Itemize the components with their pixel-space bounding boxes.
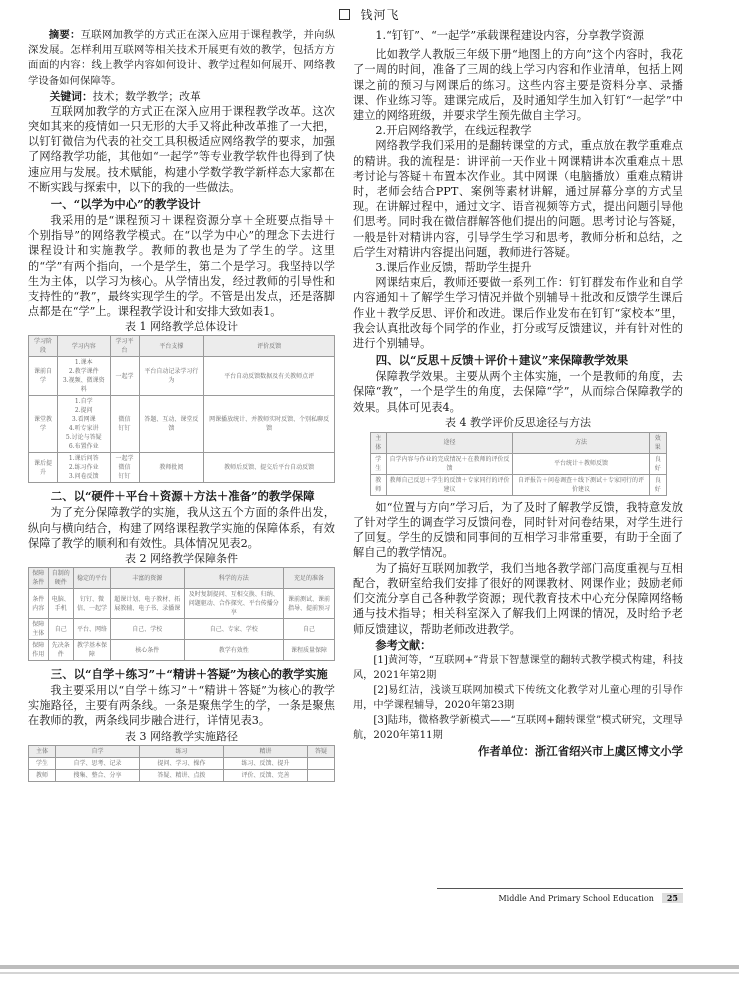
- table-1-cell: 1.自学 2.提问 3.看网课 4.听专家讲 5.讨论与答疑 6.布置作业: [57, 396, 110, 453]
- section-1-paragraph: 我采用的是“课程预习＋课程资源分享＋全班要点指导＋个别指导”的网络教学模式。在“以学为中心”的理念下去进行课程设计和实施教学。教师的教也是为了学生的学。这里的“学”有两个指向，一个是学生，第二个是学习。我坚持以学生为主体，以学习为核心。从学情出发，经过教师的引导性和支持性的“教”，最终实现学生的学。不管是出发点，还是落脚点都是在“学”上。课程教学设计和安排大致如表1。: [28, 214, 335, 319]
- table-3-cell: 教师: [29, 769, 56, 781]
- table-3-header-cell: 练习: [139, 745, 223, 757]
- table-1-cell: 微信 钉钉: [110, 396, 139, 453]
- table-2-cell: 教学基本保障: [74, 640, 111, 661]
- table-1-header-cell: 平台支撑: [139, 336, 204, 357]
- keywords-label: 关键词：: [49, 89, 93, 103]
- table-4-header-cell: 主体: [370, 432, 386, 453]
- table-4: [370, 432, 667, 496]
- reference-item-3: [3]陆玮，微格教学新模式——“互联网+翻转课堂”模式研究，文理导航，2020年第11期: [353, 714, 683, 741]
- table-3-header-cell: 答疑: [308, 745, 335, 757]
- subsection-3-title: 3.课后作业反馈，帮助学生提升: [375, 261, 532, 275]
- table-1-cell: 网课播放统计、并教师实时反馈、个别私聊反馈: [204, 396, 335, 453]
- table-row: [29, 453, 335, 483]
- table-1: [28, 335, 335, 483]
- reference-item-1: [1]黄河等，“互联网+”背景下智慧课堂的翻转式教学模式构建，科技风，2021年第2期: [353, 654, 683, 681]
- intro-paragraph: 互联网加教学的方式正在深入应用于课程教学改革。这次突如其来的疫情如一只无形的大手又将此种改革推了一大把，以钉钉微信为代表的社交工具积极适应网络教学的要求，加强了网络教学功能，其他如“一起学”等专业教学软件也得到了快速应用与发展。技术赋能，构建小学数学教学新样态大家都在不断实践与探索中，以下的我的一些做法。: [28, 104, 335, 194]
- table-3-header-cell: 精讲: [223, 745, 307, 757]
- table-3-header-cell: 自学: [55, 745, 139, 757]
- table-2-cell: 核心条件: [110, 640, 184, 661]
- section-heading-1: 一、“以学为中心”的教学设计: [50, 197, 201, 212]
- support-paragraph: 为了搞好互联网加教学，我们当地各教学部门高度重视与互相配合，教研室给我们安排了很好的网课教材、网课作业；鼓励老师们交流分享自己各种教学资源；现代教育技术中心充分保障网络畅通与技术指导；相关科室深入了解我们上网课的情况，及时给予老师反馈建议，帮助老师改进教学。: [353, 561, 683, 636]
- table-2-cell: 教学有效性: [184, 640, 283, 661]
- table-2-header-cell: 自制的硬件: [48, 568, 74, 589]
- section-heading-3: 三、以“自学＋练习”＋“精讲＋答疑”为核心的教学实施: [50, 667, 328, 682]
- table-2-cell: 及时复制提问、互相交换、归纳、问题驱动、合作探究、平台传播分享: [184, 589, 283, 619]
- right-column: [353, 28, 683, 759]
- table-1-header-cell: 学习平台: [110, 336, 139, 357]
- table-3-cell: [308, 769, 335, 781]
- table-2-cell: 课程质量保障: [283, 640, 334, 661]
- subsection-2-paragraph: 网络教学我们采用的是翻转课堂的方式，重点放在教学重难点的精讲。我的流程是：讲评前一天作业＋网课精讲本次重难点＋思考讨论与答疑＋布置本次作业。其中网课（电脑播放）重难点精讲时，老师会结合PPT、案例等素材讲解，通过屏幕分享的方式呈现。在讲解过程中，通过文字、语音视频等方式，提出问题引导他们思考。同时我在微信群解答他们提出的问题。思考讨论与答疑，一般是针对精讲内容，引导学生学习和思考，教师分析和总结，之后学生对精讲内容提出问题，教师进行答疑。: [353, 139, 683, 259]
- keywords: [28, 89, 335, 104]
- table-1-cell: 教师后反馈、提交后平台自动反馈: [204, 453, 335, 483]
- table-2-cell: 保障主体: [29, 619, 49, 640]
- square-icon: [339, 9, 350, 20]
- table-1-cell: 课前自学: [29, 357, 58, 396]
- table-3-header-cell: 主体: [29, 745, 56, 757]
- table-4-cell: 良好: [649, 474, 666, 495]
- table-2-header-cell: 丰富的资源: [110, 568, 184, 589]
- table-1-cell: 1.课后问答 2.练习作业 3.问卷反馈: [57, 453, 110, 483]
- subsection-1-title: 1.“钉钉”、“一起学”承载课程建设内容，分享教学资源: [375, 29, 644, 42]
- feedback-paragraph: 如“位置与方向”学习后，为了及时了解教学反馈，我特意发放了针对学生的调查学习反馈问卷，同时针对问卷结果，对学生进行了回复。学生的反馈和同事间的互相学习非常重要，有助于全面了解自己的教学情况。: [353, 500, 683, 560]
- table-3: [28, 745, 335, 782]
- table-3-cell: 自学、思考、记录: [55, 757, 139, 769]
- table-1-cell: 1.课本 2.教学课件 3.视频、微课资料: [57, 357, 110, 396]
- section-2-paragraph: 为了充分保障教学的实施，我从这五个方面的条件出发，纵向与横向结合，构建了网络课程教学实施的保障体系，有效保障了教学的顺利和有效性。具体情况见表2。: [28, 506, 335, 550]
- table-row: [370, 453, 666, 474]
- abstract-label: 摘要：: [48, 29, 81, 41]
- section-3-paragraph: 我主要采用以“自学＋练习”＋“精讲＋答疑”为核心的教学实施路径，主要有两条线。一条是聚焦学生的学，一条是聚焦在教师的教，两条线同步融合进行，详情见表3。: [28, 684, 335, 728]
- table-1-header-cell: 学习内容: [57, 336, 110, 357]
- table-row: [370, 474, 666, 495]
- table-1-cell: 平台自动反馈数据及有关教师点评: [204, 357, 335, 396]
- table-4-cell: 教师自己反思＋学生的反馈＋专家同行的评价建议: [386, 474, 512, 495]
- page-footer: [437, 893, 683, 903]
- table-row: [29, 619, 335, 640]
- table-2-cell: 课前测试、课前指导、提前预习: [283, 589, 334, 619]
- table-2-cell: 保障作用: [29, 640, 49, 661]
- table-2-caption: 表 2 网络教学保障条件: [125, 552, 238, 566]
- table-2-header-cell: 保障条件: [29, 568, 49, 589]
- table-3-cell: 提问、学习、操作: [139, 757, 223, 769]
- table-2-cell: 电脑、手机: [48, 589, 74, 619]
- table-2-cell: 超课计划、电子教材、拓展教辅、电子书、录播课: [110, 589, 184, 619]
- subsection-3-paragraph: 网课结束后，教师还要做一系列工作：钉钉群发布作业和自学内容通知＋了解学生学习情况并做个别辅导＋批改和反馈学生课后作业＋教学反思、评价和改进。课后作业发布在钉钉“家校本”里，我会认真批改每个同学的作业，打分或写反馈建议，并有针对性的进行个别辅导。: [353, 276, 683, 351]
- table-2-cell: 先决条件: [48, 640, 74, 661]
- abstract: [28, 28, 335, 89]
- table-3-caption: 表 3 网络教学实施路径: [125, 729, 238, 743]
- table-2-cell: 条件内容: [29, 589, 49, 619]
- table-3-cell: 学生: [29, 757, 56, 769]
- scan-band: [0, 965, 739, 969]
- table-row: [29, 357, 335, 396]
- table-2-cell: 自己: [48, 619, 74, 640]
- table-3-cell: 练习、反馈、提升: [223, 757, 307, 769]
- table-1-cell: 课堂教学: [29, 396, 58, 453]
- table-row: [29, 769, 335, 781]
- scan-band-thin: [0, 972, 739, 974]
- table-1-cell: 一起学 微信 钉钉: [110, 453, 139, 483]
- table-3-cell: 答疑、精讲、点拨: [139, 769, 223, 781]
- table-2-cell: 自己、专家、学校: [184, 619, 283, 640]
- table-1-cell: 答题、互动、课堂反馈: [139, 396, 204, 453]
- journal-name: Middle And Primary School Education: [498, 894, 654, 903]
- table-4-caption: 表 4 教学评价反思途径与方法: [445, 415, 591, 429]
- references-title: 参考文献：: [375, 637, 432, 652]
- table-1-cell: 课后提升: [29, 453, 58, 483]
- table-2-cell: 钉钉、微信、一起学: [74, 589, 111, 619]
- table-2-cell: 自己、学校: [110, 619, 184, 640]
- table-1-header-cell: 评价反馈: [204, 336, 335, 357]
- footer-rule: [437, 888, 683, 889]
- table-row: [29, 589, 335, 619]
- table-3-cell: 搜集、整合、分享: [55, 769, 139, 781]
- table-1-cell: 一起学: [110, 357, 139, 396]
- table-1-caption: 表 1 网络教学总体设计: [125, 320, 238, 334]
- author-name: 钱河飞: [360, 8, 400, 22]
- section-4-paragraph: 保障教学效果。主要从两个主体实施，一个是教师的角度，去保障“教”，一个是学生的角度，去保障“学”，从而综合保障教学的效果。具体可见表4。: [353, 370, 683, 414]
- reference-item-2: [2]易红洁，浅谈互联网加模式下传统文化教学对儿童心理的引导作用，中学课程辅导，2020年第23期: [353, 684, 683, 711]
- table-row: [29, 757, 335, 769]
- subsection-1-paragraph: 比如教学人教版三年级下册“地图上的方向”这个内容时，我花了一周的时间，准备了三周的线上学习内容和作业清单，包括上网课之前的预习与网课后的练习。这些内容主要是资料分享、录播课、作业练习等。建课完成后，及时通知学生加入钉钉“一起学”中建立的网络班级，并要求学生预先做自主学习。: [353, 48, 683, 123]
- table-4-header-cell: 效果: [649, 432, 666, 453]
- abstract-text: 互联网加教学的方式正在深入应用于课程教学，并向纵深发展。怎样利用互联网等相关技术开展更有效的教学，包括方方面面的内容：线上教学内容如何设计、教学过程如何展开、网络教学设备如何保障等。: [28, 29, 336, 87]
- table-1-cell: 平台自动记录学习行为: [139, 357, 204, 396]
- section-heading-2: 二、以“硬件＋平台＋资源＋方法＋准备”的教学保障: [50, 489, 315, 504]
- table-1-header-cell: 学习阶段: [29, 336, 58, 357]
- page-number: 25: [662, 893, 683, 903]
- table-2: [28, 567, 335, 661]
- table-3-cell: [308, 757, 335, 769]
- section-heading-4: 四、以“反思＋反馈＋评价＋建议”来保障教学效果: [375, 353, 629, 368]
- table-4-cell: 平台统计＋教师反馈: [513, 453, 650, 474]
- table-3-cell: 评价、反馈、完善: [223, 769, 307, 781]
- table-4-cell: 自评报告＋问卷调查＋线下测试＋专家同行的评价建议: [513, 474, 650, 495]
- table-1-cell: 教师批阅: [139, 453, 204, 483]
- subsection-2-title: 2.开启网络教学，在线远程教学: [375, 124, 532, 138]
- table-2-cell: 平台、网络: [74, 619, 111, 640]
- table-row: [29, 396, 335, 453]
- table-4-cell: 自学内容与作业的完成情况＋在教师的评价反馈: [386, 453, 512, 474]
- table-2-header-cell: 稳定的平台: [74, 568, 111, 589]
- table-4-header-cell: 途径: [386, 432, 512, 453]
- keywords-text: 技术；数学教学；改革: [92, 89, 201, 103]
- author-line: [0, 6, 739, 23]
- table-2-header-cell: 科学的方法: [184, 568, 283, 589]
- left-column: [28, 28, 335, 782]
- table-4-cell: 教师: [370, 474, 386, 495]
- table-4-header-cell: 方法: [513, 432, 650, 453]
- table-4-cell: 良好: [649, 453, 666, 474]
- table-2-cell: 自己: [283, 619, 334, 640]
- table-4-cell: 学生: [370, 453, 386, 474]
- table-2-header-cell: 充足的准备: [283, 568, 334, 589]
- table-row: [29, 640, 335, 661]
- author-affiliation: 作者单位：浙江省绍兴市上虞区博文小学: [477, 743, 683, 758]
